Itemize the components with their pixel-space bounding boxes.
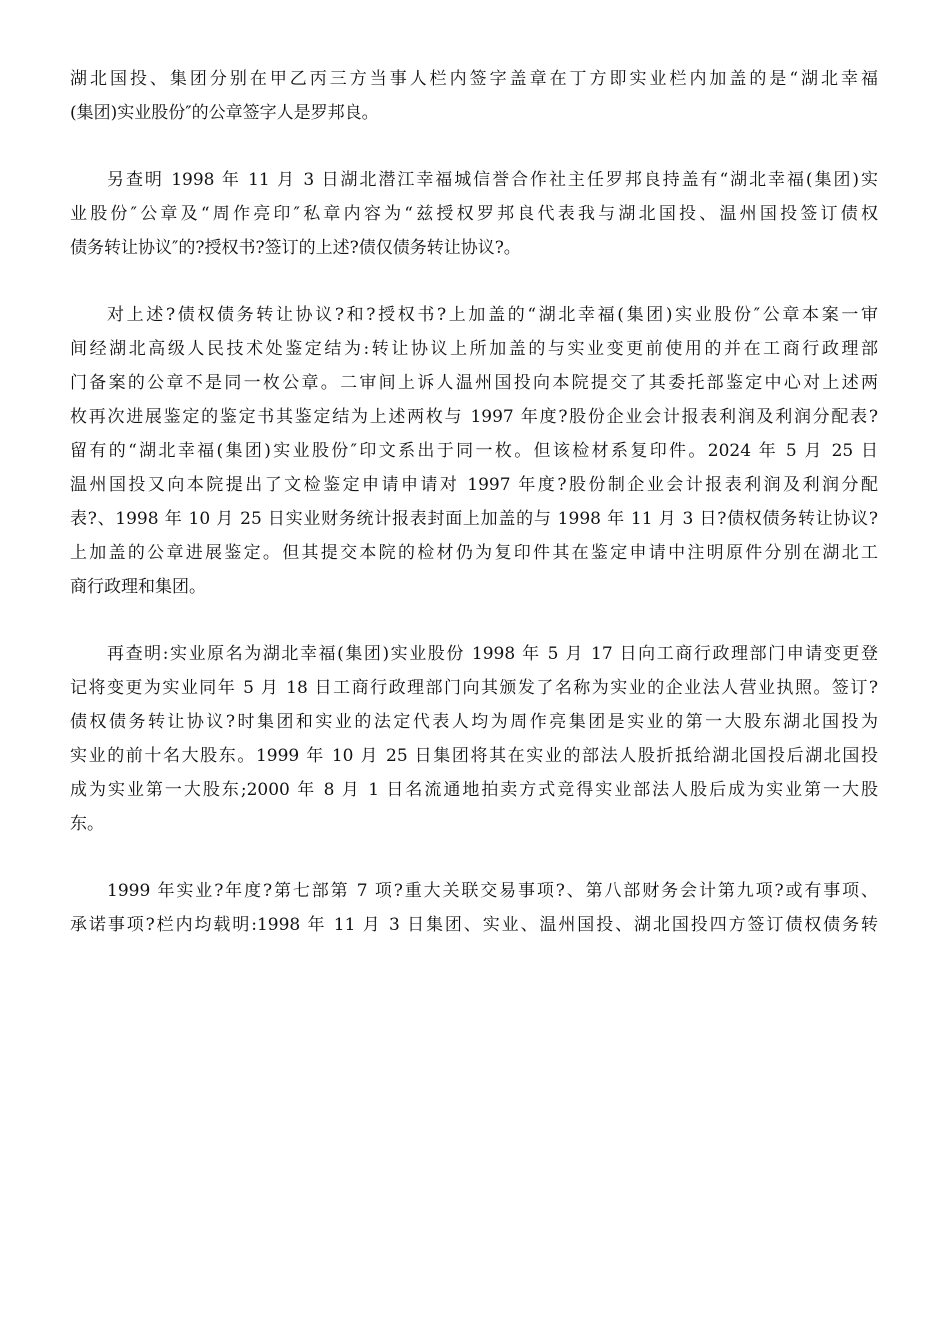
- text-line: 对上述?债权债务转让协议?和?授权书?上加盖的“湖北幸福(集团)实业股份″公章本案一审: [107, 305, 878, 325]
- text-line: 湖北国投、集团分别在甲乙丙三方当事人栏内签字盖章在丁方即实业栏内加盖的是“湖北幸福: [70, 69, 878, 89]
- text-line: 承诺事项?栏内均载明:1998 年 11 月 3 日集团、实业、温州国投、湖北国投四方签订债权债务转: [70, 915, 878, 935]
- text-line: 东。: [70, 814, 104, 834]
- text-line: 债权债务转让协议?时集团和实业的法定代表人均为周作亮集团是实业的第一大股东湖北国投为: [70, 712, 878, 732]
- text-line: 间经湖北高级人民技术处鉴定结为:转让协议上所加盖的与实业变更前使用的并在工商行政理部: [70, 339, 878, 359]
- paragraph-4: [70, 637, 878, 841]
- paragraph-2: [70, 163, 878, 265]
- text-line: 业股份″公章及“周作亮印″私章内容为“兹授权罗邦良代表我与湖北国投、温州国投签订债权: [70, 204, 878, 224]
- text-line: 1999 年实业?年度?第七部第 7 项?重大关联交易事项?、第八部财务会计第九项?或有事项、: [107, 881, 878, 901]
- text-line: 商行政理和集团。: [70, 577, 206, 597]
- text-line: 枚再次进展鉴定的鉴定书其鉴定结为上述两枚与 1997 年度?股份企业会计报表利润及利润分配表?: [70, 407, 878, 427]
- text-line: 门备案的公章不是同一枚公章。二审间上诉人温州国投向本院提交了其委托部鉴定中心对上述两: [70, 373, 878, 393]
- text-line: 上加盖的公章进展鉴定。但其提交本院的检材仍为复印件其在鉴定申请中注明原件分别在湖北工: [70, 543, 878, 563]
- paragraph-3: [70, 298, 878, 604]
- paragraph-1: [70, 62, 878, 130]
- text-line: 再查明:实业原名为湖北幸福(集团)实业股份 1998 年 5 月 17 日向工商行政理部门申请变更登: [107, 644, 878, 664]
- text-line: 记将变更为实业同年 5 月 18 日工商行政理部门向其颁发了名称为实业的企业法人营业执照。签订?: [70, 678, 878, 698]
- text-line: 留有的“湖北幸福(集团)实业股份″印文系出于同一枚。但该检材系复印件。2024 年 5 月 25 日: [70, 441, 878, 461]
- text-line: 另查明 1998 年 11 月 3 日湖北潜江幸福城信誉合作社主任罗邦良持盖有“湖北幸福(集团)实: [107, 170, 878, 190]
- text-line: 债务转让协议″的?授权书?签订的上述?债仅债务转让协议?。: [70, 238, 521, 258]
- document-page: [70, 62, 878, 975]
- paragraph-5: [70, 874, 878, 942]
- text-line: 表?、1998 年 10 月 25 日实业财务统计报表封面上加盖的与 1998 年 11 月 3 日?债权债务转让协议?: [70, 509, 878, 529]
- text-line: 实业的前十名大股东。1999 年 10 月 25 日集团将其在实业的部法人股折抵给湖北国投后湖北国投: [70, 746, 878, 766]
- text-line: 温州国投又向本院提出了文检鉴定申请申请对 1997 年度?股份制企业会计报表利润及利润分配: [70, 475, 878, 495]
- text-line: (集团)实业股份″的公章签字人是罗邦良。: [70, 103, 379, 123]
- text-line: 成为实业第一大股东;2000 年 8 月 1 日名流通地拍卖方式竞得实业部法人股后成为实业第一大股: [70, 780, 878, 800]
